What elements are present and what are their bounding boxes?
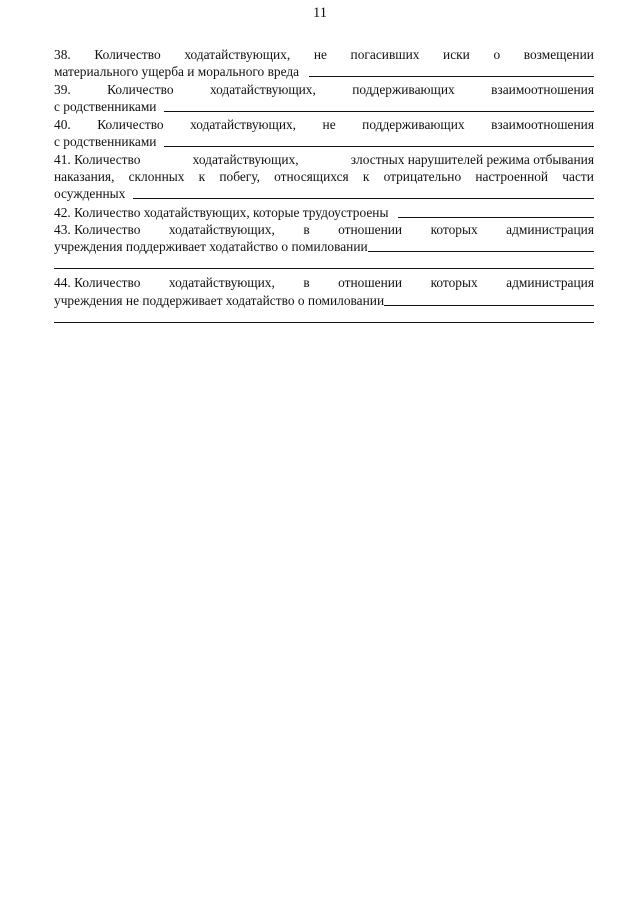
text-fragment: в [303,222,310,237]
text-fragment: Количество [107,82,174,97]
item-43-line-1 [54,222,594,238]
text-fragment: настроенной [475,169,549,184]
answer-blank-38 [309,75,594,77]
answer-blank-41 [133,197,594,199]
text-fragment: к [362,169,370,184]
answer-blank-44 [384,304,594,306]
text-fragment: ходатайствующих, [190,117,297,132]
text-fragment: склонных [128,169,185,184]
answer-blank-43-continued [54,268,594,269]
text-fragment: не [322,117,336,132]
item-44-line-2 [54,293,594,309]
text-fragment: с родственниками [54,99,157,114]
text-fragment: побегу, [219,169,260,184]
text-fragment: которых [430,275,478,290]
text-fragment: Количество [94,47,161,62]
text-fragment: злостных нарушителей режима отбывания [350,152,594,167]
text-fragment: 41. Количество [54,152,141,167]
item-42-line-1 [54,205,594,221]
text-fragment: ходатайствующих, [184,47,291,62]
text-fragment: ходатайствующих, [209,82,316,97]
text-fragment: 38. [54,47,71,62]
text-fragment: ходатайствующих, [168,275,275,290]
text-fragment: ходатайствующих, [192,152,299,167]
answer-blank-43 [368,250,594,252]
answer-blank-40 [164,145,594,147]
item-39-line-1 [54,82,594,98]
text-fragment: ходатайствующих, [168,222,275,237]
text-fragment: части [562,169,594,184]
text-fragment: отношении [338,275,403,290]
text-fragment: о [493,47,501,62]
text-fragment: к [198,169,206,184]
text-fragment: погасивших [350,47,420,62]
page-number: 11 [313,5,327,21]
text-fragment: администрация [506,275,594,290]
text-fragment: которых [430,222,478,237]
text-fragment: взаимоотношения [491,82,594,97]
text-fragment: 39. [54,82,71,97]
text-fragment: материального ущерба и морального вреда [54,64,300,79]
text-fragment: 43. Количество [54,222,141,237]
text-fragment: Количество [97,117,164,132]
text-fragment: возмещении [523,47,594,62]
text-fragment: отношении [338,222,403,237]
item-38-line-2 [54,64,594,80]
item-40-line-1 [54,117,594,133]
text-fragment: наказания, [54,169,115,184]
text-fragment: отрицательно [383,169,462,184]
item-39-line-2 [54,99,594,115]
answer-blank-42 [398,216,594,218]
item-41-line-2 [54,169,594,185]
item-44-line-1 [54,275,594,291]
item-43-line-2 [54,239,594,255]
text-fragment: администрация [506,222,594,237]
text-fragment: иски [443,47,470,62]
text-fragment: поддерживающих [362,117,465,132]
text-fragment: в [303,275,310,290]
text-fragment: относящихся [274,169,349,184]
text-fragment: 44. Количество [54,275,141,290]
text-fragment: поддерживающих [352,82,455,97]
text-fragment: не [313,47,327,62]
item-41-line-1 [54,152,594,168]
text-fragment: взаимоотношения [491,117,594,132]
text-fragment: с родственниками [54,134,157,149]
answer-blank-44-continued [54,322,594,323]
item-38-line-1 [54,47,594,63]
item-41-line-3 [54,186,594,202]
text-fragment: осужденных [54,186,126,201]
text-fragment: учреждения поддерживает ходатайство о помиловании [54,239,368,254]
item-40-line-2 [54,134,594,150]
text-fragment: 42. Количество ходатайствующих, которые трудоустроены [54,205,389,220]
text-fragment: 40. [54,117,71,132]
text-fragment: учреждения не поддерживает ходатайство о помиловании [54,293,385,308]
answer-blank-39 [164,110,594,112]
